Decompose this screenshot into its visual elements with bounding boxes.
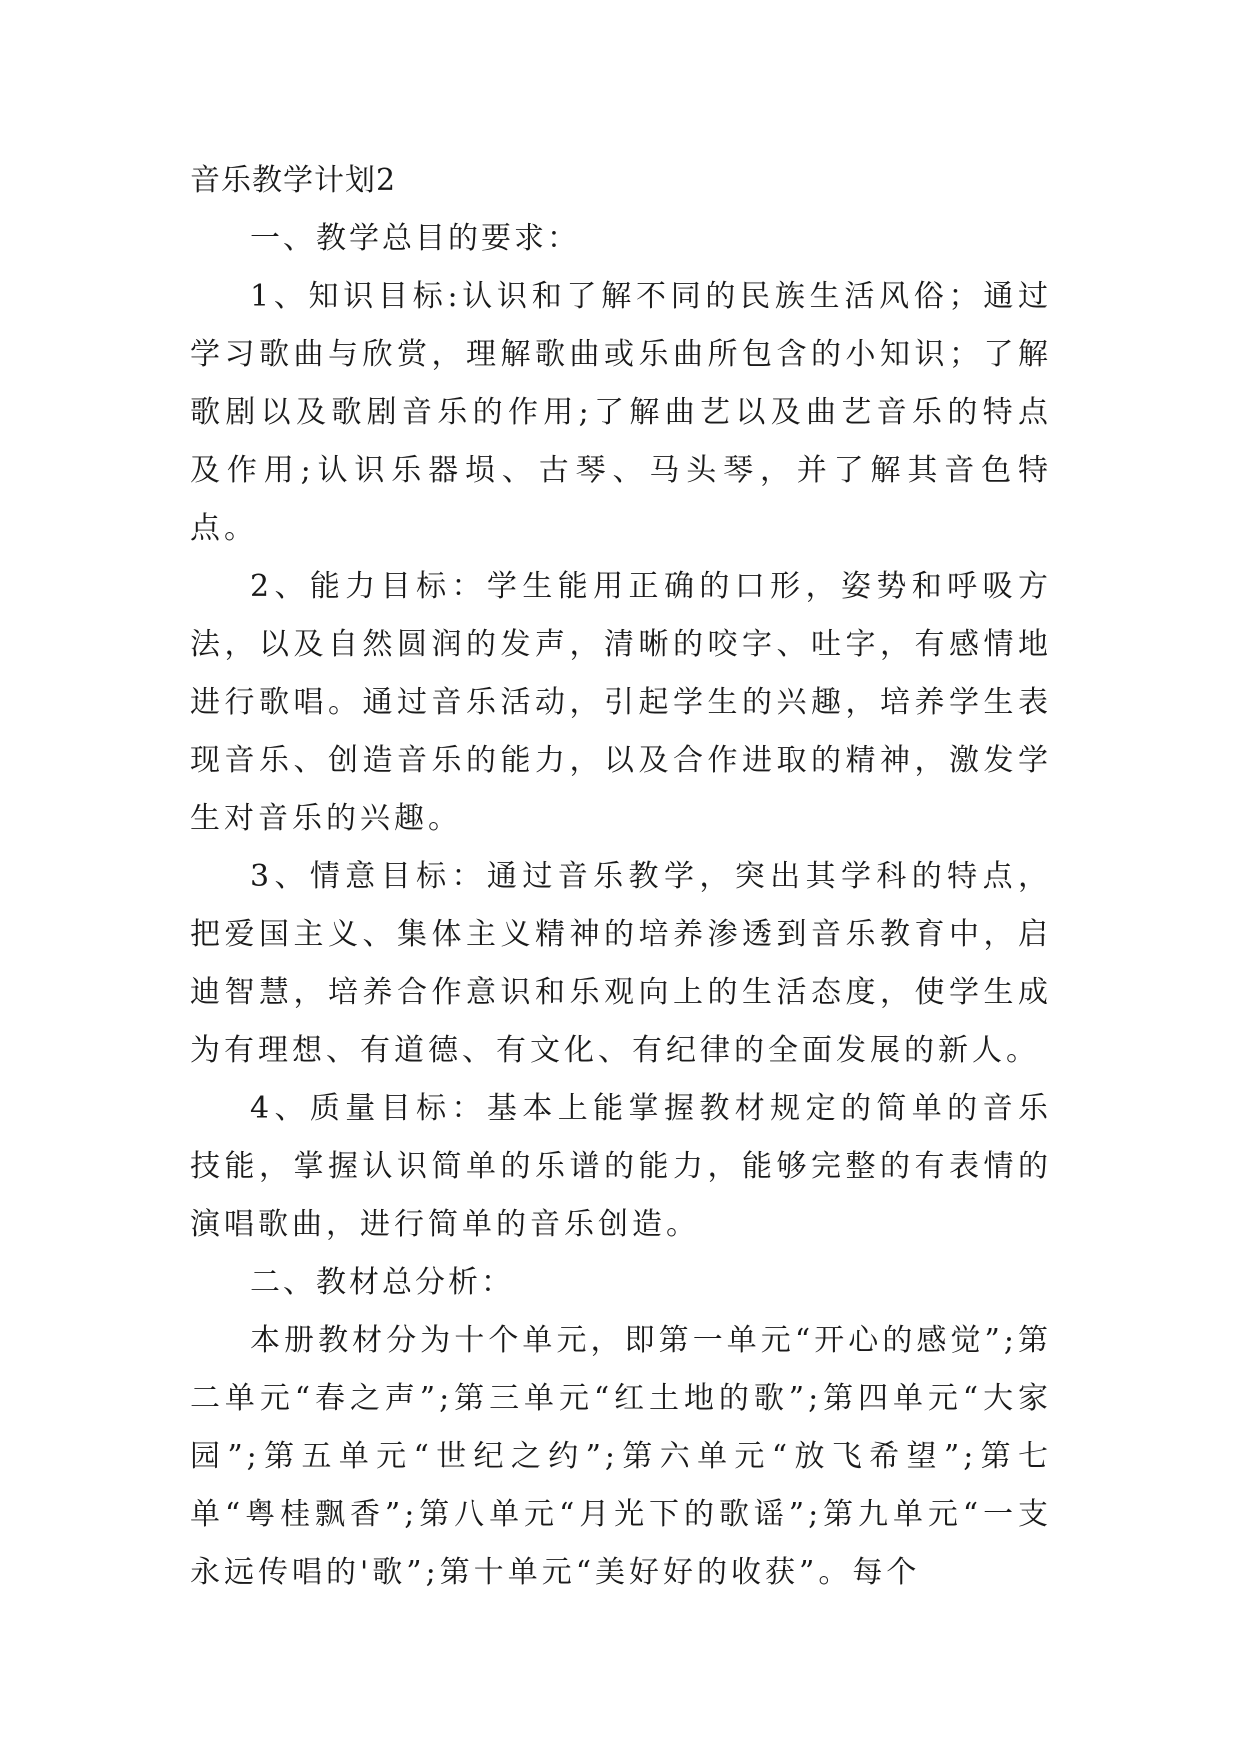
document-page bbox=[190, 152, 1052, 1602]
paragraph-emotion-goal: 3、情意目标：通过音乐教学，突出其学科的特点，把爱国主义、集体主义精神的培养渗透到音乐教育中，启迪智慧，培养合作意识和乐观向上的生活态度，使学生成为有理想、有道德、有文化、有纪律的全面发展的新人。 bbox=[190, 859, 1052, 1068]
document-title: 音乐教学计划2 bbox=[190, 163, 397, 198]
paragraph-ability-goal: 2、能力目标：学生能用正确的口形，姿势和呼吸方法，以及自然圆润的发声，清晰的咬字、吐字，有感情地进行歌唱。通过音乐活动，引起学生的兴趣，培养学生表现音乐、创造音乐的能力，以及合作进取的精神，激发学生对音乐的兴趣。 bbox=[190, 569, 1052, 836]
paragraph-knowledge-goal: 1、知识目标:认识和了解不同的民族生活风俗；通过学习歌曲与欣赏，理解歌曲或乐曲所包含的小知识；了解歌剧以及歌剧音乐的作用;了解曲艺以及曲艺音乐的特点及作用;认识乐器埙、古琴、马头琴，并了解其音色特点。 bbox=[190, 279, 1052, 546]
section-heading-analysis: 二、教材总分析： bbox=[250, 1265, 514, 1300]
paragraph-quality-goal: 4、质量目标：基本上能掌握教材规定的简单的音乐技能，掌握认识简单的乐谱的能力，能够完整的有表情的演唱歌曲，进行简单的音乐创造。 bbox=[190, 1091, 1052, 1242]
paragraph-units: 本册教材分为十个单元，即第一单元“开心的感觉”;第二单元“春之声”;第三单元“红土地的歌”;第四单元“大家园”;第五单元“世纪之约”;第六单元“放飞希望”;第七单“粤桂飘香”;第八单元“月光下的歌谣”;第九单元“一支永远传唱的'歌”;第十单元“美好好的收获”。每个 bbox=[190, 1323, 1052, 1590]
section-heading-goals: 一、教学总目的要求： bbox=[250, 221, 580, 256]
